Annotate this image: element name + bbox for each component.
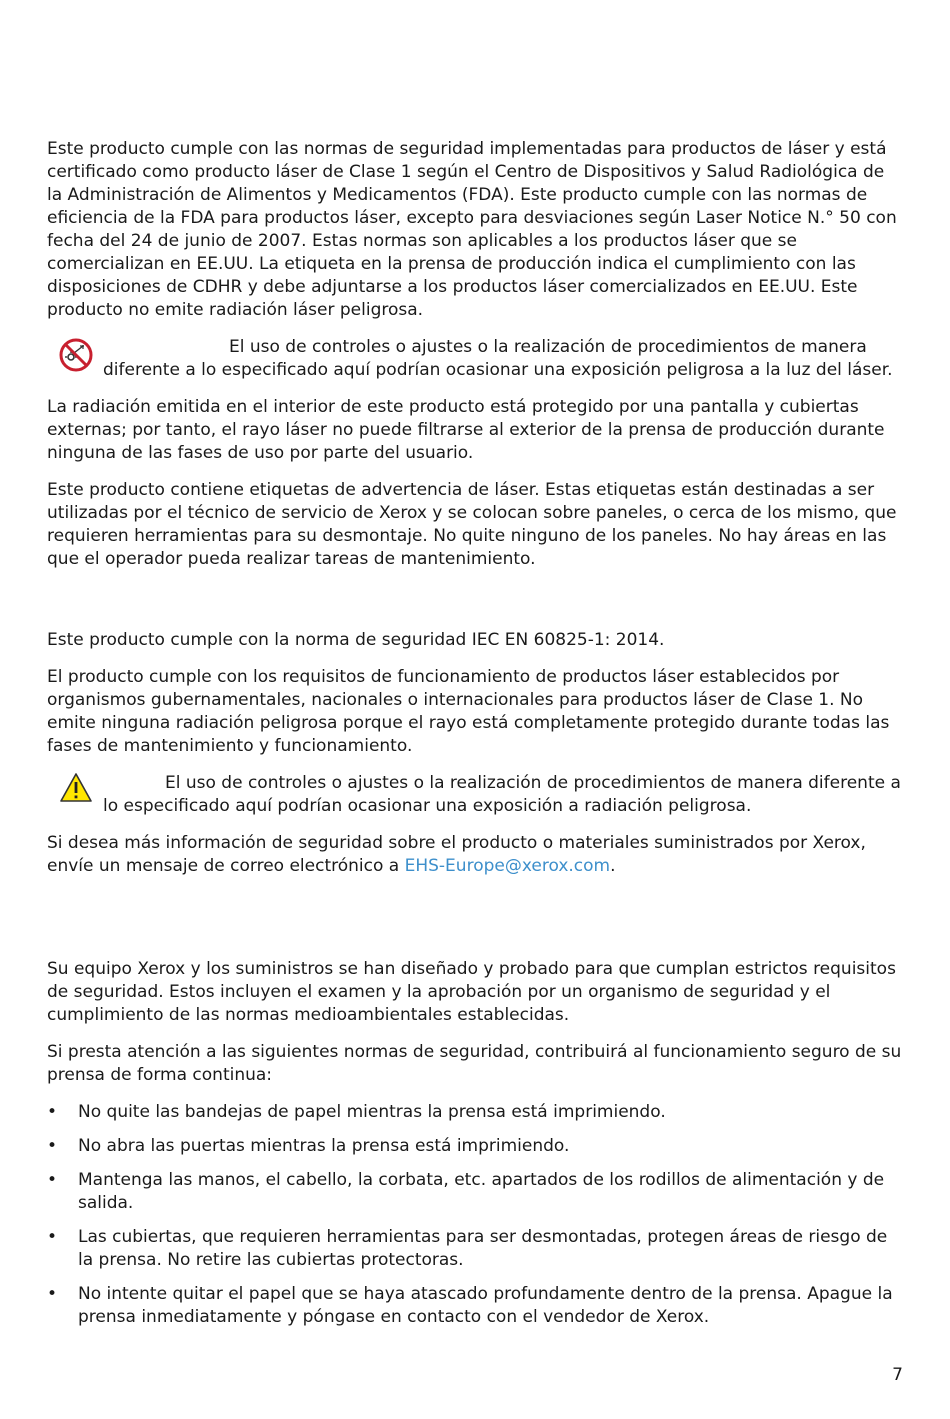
laser-europe-paragraph-3 [47,832,904,878]
list-item [47,1283,904,1329]
laser-warning-icon [59,338,93,372]
bullet-symbol: • [47,1170,58,1190]
bullet-symbol: • [47,1227,58,1247]
caution-triangle-icon [59,771,93,805]
list-item [47,1135,904,1158]
contact-text: Si desea más información de seguridad sobre el producto o materiales suministrados por Xerox, envíe un mensaje de correo electrónico a [47,833,866,876]
laser-europe-paragraph-2: El producto cumple con los requisitos de funcionamiento de productos láser establecidos por organismos gubernamentales, nacionales o internacionales para productos láser de Clase 1. No emite ninguna radiación peligrosa porque el rayo está completamente protegido durante todas las fases de mantenimiento y funcionamiento. [47,667,890,756]
laser-usa-paragraph-2: La radiación emitida en el interior de este producto está protegido por una pantalla y cubiertas externas; por tanto, el rayo láser no puede filtrarse al exterior de la prensa de producción durante ninguna de las fases de uso por parte del usuario. [47,397,885,463]
laser-usa-paragraph-1: Este producto cumple con las normas de seguridad implementadas para productos de láser y está certificado como producto láser de Clase 1 según el Centro de Dispositivos y Salud Radiológica de la Administración de Alimentos y Medicamentos (FDA). Este producto cumple con las normas de eficiencia de la FDA para productos láser, excepto para desviaciones según Laser Notice N.° 50 con fecha del 24 de junio de 2007. Estas normas son aplicables a los productos láser que se comercializan en EE.UU. La etiqueta en la prensa de producción indica el cumplimiento con las disposiciones de CDHR y debe adjuntarse a los productos láser comercializados en EE.UU. Este producto no emite radiación láser peligrosa. [47,139,897,320]
caution-text: El uso de controles o ajustes o la realización de procedimientos de manera diferente a lo especificado aquí podrían ocasionar una exposición a radiación peligrosa. [103,773,901,816]
list-item-text: No intente quitar el papel que se haya atascado profundamente dentro de la prensa. Apague la prensa inmediatamente y póngase en contacto con el vendedor de Xerox. [78,1284,893,1327]
list-item [47,1101,904,1124]
bullet-symbol: • [47,1284,58,1304]
safety-bullet-list [47,1101,904,1329]
page-number: 7 [892,1365,903,1385]
list-item-text: Mantenga las manos, el cabello, la corbata, etc. apartados de los rodillos de alimentación y de salida. [78,1170,885,1213]
list-item-text: No abra las puertas mientras la prensa está imprimiendo. [78,1136,570,1156]
caution-notice [47,772,904,818]
list-item-text: Las cubiertas, que requieren herramientas para ser desmontadas, protegen áreas de riesgo de la prensa. No retire las cubiertas protectoras. [78,1227,888,1270]
laser-warning-notice [47,336,904,382]
contact-suffix: . [610,856,616,876]
laser-warning-text: El uso de controles o ajustes o la realización de procedimientos de manera diferente a lo especificado aquí podrían ocasionar una exposición peligrosa a la luz del láser. [103,337,893,380]
email-link[interactable]: EHS-Europe@xerox.com [404,856,611,876]
document-body [47,138,904,1340]
list-item-text: No quite las bandejas de papel mientras la prensa está imprimiendo. [78,1102,666,1122]
laser-europe-paragraph-1: Este producto cumple con la norma de seguridad IEC EN 60825-1: 2014. [47,630,665,650]
bullet-symbol: • [47,1102,58,1122]
bullet-symbol: • [47,1136,58,1156]
operational-safety-paragraph-2: Si presta atención a las siguientes normas de seguridad, contribuirá al funcionamiento seguro de su prensa de forma continua: [47,1042,902,1085]
operational-safety-paragraph-1: Su equipo Xerox y los suministros se han diseñado y probado para que cumplan estrictos requisitos de seguridad. Estos incluyen el examen y la aprobación por un organismo de seguridad y el cumplimiento de las normas medioambientales establecidas. [47,959,896,1025]
list-item [47,1169,904,1215]
laser-usa-paragraph-3: Este producto contiene etiquetas de advertencia de láser. Estas etiquetas están destinadas a ser utilizadas por el técnico de servicio de Xerox y se colocan sobre paneles, o cerca de los mismo, que requieren herramientas para su desmontaje. No quite ninguno de los paneles. No hay áreas en las que el operador pueda realizar tareas de mantenimiento. [47,480,897,569]
list-item [47,1226,904,1272]
